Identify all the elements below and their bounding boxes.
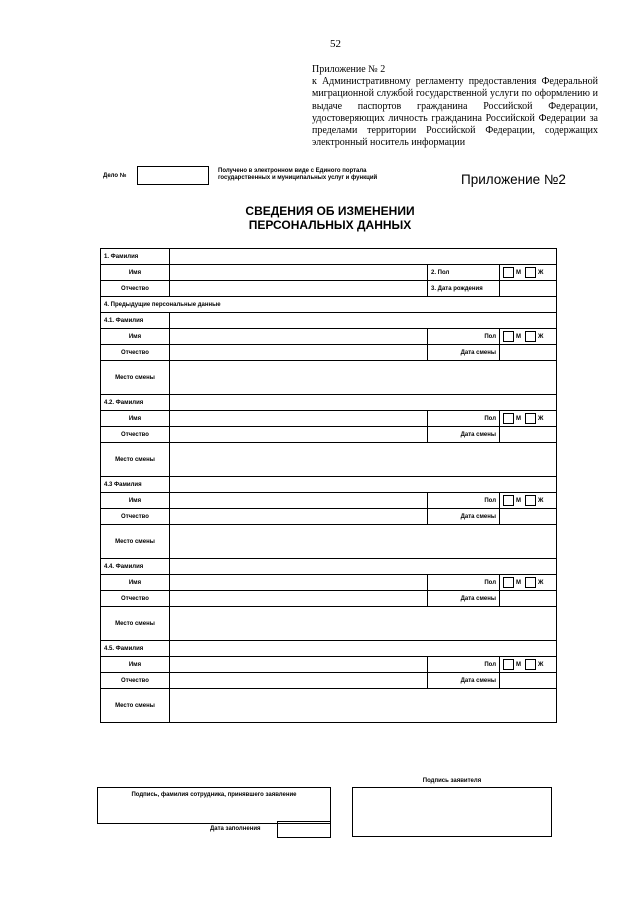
prev-patronymic-field[interactable] [170, 591, 428, 607]
prev-surname-field[interactable] [170, 395, 557, 411]
prev-block-2-row-patronymic [101, 427, 557, 443]
prev-name-label: Имя [101, 411, 170, 427]
prev-block-5-row-name [101, 657, 557, 673]
applicant-signature-box[interactable] [352, 787, 552, 837]
prev-block-2-row-surname [101, 395, 557, 411]
prev-block-1-row-surname [101, 313, 557, 329]
prev-patronymic-label: Отчество [101, 345, 170, 361]
prev-female-label: Ж [538, 415, 544, 422]
prev-sex-checkboxes [500, 657, 557, 673]
annex-header [312, 64, 598, 149]
prev-surname-label: 4.1. Фамилия [101, 313, 170, 329]
sex-label: 2. Пол [428, 265, 500, 281]
form-row-surname [101, 249, 557, 265]
prev-change-date-label: Дата смены [428, 345, 500, 361]
case-number-label: Дело № [103, 173, 127, 179]
female-label: Ж [538, 269, 544, 276]
prev-sex-checkboxes [500, 493, 557, 509]
prev-change-place-label: Место смены [101, 607, 170, 641]
prev-change-place-field[interactable] [170, 525, 557, 559]
prev-change-place-label: Место смены [101, 361, 170, 395]
prev-female-checkbox[interactable] [525, 577, 536, 588]
prev-block-3-row-place [101, 525, 557, 559]
form-row-patronymic [101, 281, 557, 297]
prev-block-1-row-place [101, 361, 557, 395]
prev-female-label: Ж [538, 497, 544, 504]
prev-block-1-row-patronymic [101, 345, 557, 361]
name-field[interactable] [170, 265, 428, 281]
prev-male-checkbox[interactable] [503, 495, 514, 506]
prev-male-label: М [516, 497, 521, 504]
prev-block-4-row-name [101, 575, 557, 591]
male-checkbox[interactable] [503, 267, 514, 278]
prev-male-label: М [516, 333, 521, 340]
form-title [200, 204, 460, 232]
prev-male-checkbox[interactable] [503, 577, 514, 588]
prev-sex-checkboxes [500, 411, 557, 427]
prev-female-checkbox[interactable] [525, 659, 536, 670]
form-row-name [101, 265, 557, 281]
prev-surname-field[interactable] [170, 559, 557, 575]
prev-change-place-label: Место смены [101, 525, 170, 559]
birthdate-label: 3. Дата рождения [428, 281, 500, 297]
prev-change-place-label: Место смены [101, 689, 170, 723]
prev-surname-label: 4.2. Фамилия [101, 395, 170, 411]
prev-change-date-field[interactable] [500, 591, 557, 607]
prev-female-label: Ж [538, 579, 544, 586]
form-row-previous-header [101, 297, 557, 313]
prev-block-5-row-place [101, 689, 557, 723]
prev-change-date-label: Дата смены [428, 427, 500, 443]
prev-name-label: Имя [101, 329, 170, 345]
prev-change-place-label: Место смены [101, 443, 170, 477]
prev-change-date-label: Дата смены [428, 673, 500, 689]
prev-change-date-field[interactable] [500, 345, 557, 361]
prev-block-3-row-surname [101, 477, 557, 493]
prev-name-label: Имя [101, 575, 170, 591]
prev-surname-label: 4.5. Фамилия [101, 641, 170, 657]
prev-name-field[interactable] [170, 657, 428, 673]
name-label: Имя [101, 265, 170, 281]
female-checkbox[interactable] [525, 267, 536, 278]
prev-change-place-field[interactable] [170, 607, 557, 641]
prev-surname-label: 4.4. Фамилия [101, 559, 170, 575]
prev-male-label: М [516, 661, 521, 668]
prev-sex-checkboxes [500, 575, 557, 591]
surname-field[interactable] [170, 249, 557, 265]
prev-female-checkbox[interactable] [525, 413, 536, 424]
prev-name-field[interactable] [170, 411, 428, 427]
prev-surname-field[interactable] [170, 313, 557, 329]
prev-female-checkbox[interactable] [525, 331, 536, 342]
prev-patronymic-label: Отчество [101, 591, 170, 607]
prev-block-2-row-name [101, 411, 557, 427]
prev-male-checkbox[interactable] [503, 659, 514, 670]
prev-sex-label: Пол [428, 657, 500, 673]
prev-block-3-row-name [101, 493, 557, 509]
prev-patronymic-label: Отчество [101, 509, 170, 525]
prev-patronymic-field[interactable] [170, 673, 428, 689]
prev-change-date-field[interactable] [500, 427, 557, 443]
prev-block-5-row-surname [101, 641, 557, 657]
prev-name-field[interactable] [170, 329, 428, 345]
prev-patronymic-field[interactable] [170, 345, 428, 361]
prev-male-label: М [516, 579, 521, 586]
prev-patronymic-label: Отчество [101, 673, 170, 689]
prev-female-label: Ж [538, 661, 544, 668]
prev-sex-label: Пол [428, 411, 500, 427]
prev-patronymic-field[interactable] [170, 427, 428, 443]
prev-block-4-row-place [101, 607, 557, 641]
annex-header-text: к Административному регламенту предоставления Федеральной миграционной службой государственной услуги по оформлению и выдаче паспортов гражданина Российской Федерации, удостоверяющих личность гражданина Российской Федерации за пределами территории Российской Федерации, содержащих электронный носитель информации [312, 76, 598, 149]
male-label: М [516, 269, 521, 276]
prev-name-field[interactable] [170, 493, 428, 509]
prev-change-place-field[interactable] [170, 361, 557, 395]
patronymic-field[interactable] [170, 281, 428, 297]
received-note: Получено в электронном виде с Единого портала государственных и муниципальных услуг и функций [218, 168, 378, 181]
prev-block-1-row-name [101, 329, 557, 345]
prev-sex-label: Пол [428, 575, 500, 591]
prev-surname-label: 4.3 Фамилия [101, 477, 170, 493]
prev-surname-field[interactable] [170, 641, 557, 657]
staff-signature-label: Подпись, фамилия сотрудника, принявшего заявление [131, 792, 297, 798]
applicant-signature-label: Подпись заявителя [422, 778, 482, 784]
prev-name-label: Имя [101, 493, 170, 509]
prev-patronymic-label: Отчество [101, 427, 170, 443]
prev-male-checkbox[interactable] [503, 413, 514, 424]
prev-male-label: М [516, 415, 521, 422]
patronymic-label: Отчество [101, 281, 170, 297]
prev-female-checkbox[interactable] [525, 495, 536, 506]
form-title-line1: СВЕДЕНИЯ ОБ ИЗМЕНЕНИИ [245, 204, 415, 218]
prev-female-label: Ж [538, 333, 544, 340]
personal-data-form [100, 248, 557, 723]
prev-change-date-label: Дата смены [428, 591, 500, 607]
prev-male-checkbox[interactable] [503, 331, 514, 342]
annex-header-title: Приложение № 2 [312, 64, 386, 75]
prev-name-label: Имя [101, 657, 170, 673]
form-title-line2: ПЕРСОНАЛЬНЫХ ДАННЫХ [248, 218, 412, 232]
prev-block-3-row-patronymic [101, 509, 557, 525]
prev-change-place-field[interactable] [170, 443, 557, 477]
prev-block-2-row-place [101, 443, 557, 477]
sex-checkboxes [500, 265, 557, 281]
prev-block-5-row-patronymic [101, 673, 557, 689]
prev-change-date-label: Дата смены [428, 509, 500, 525]
staff-signature-box[interactable] [97, 787, 331, 824]
prev-sex-label: Пол [428, 493, 500, 509]
prev-surname-field[interactable] [170, 477, 557, 493]
fill-date-field[interactable] [277, 821, 331, 838]
prev-change-date-field[interactable] [500, 673, 557, 689]
prev-patronymic-field[interactable] [170, 509, 428, 525]
previous-data-label: 4. Предыдущие персональные данные [101, 297, 557, 313]
surname-label: 1. Фамилия [101, 249, 170, 265]
prev-sex-label: Пол [428, 329, 500, 345]
page-number: 52 [330, 38, 341, 50]
prev-name-field[interactable] [170, 575, 428, 591]
prev-change-date-field[interactable] [500, 509, 557, 525]
prev-block-4-row-patronymic [101, 591, 557, 607]
birthdate-field[interactable] [500, 281, 557, 297]
prev-block-4-row-surname [101, 559, 557, 575]
fill-date-label: Дата заполнения [210, 826, 261, 832]
prev-sex-checkboxes [500, 329, 557, 345]
prev-change-place-field[interactable] [170, 689, 557, 723]
annex-label: Приложение №2 [461, 172, 566, 187]
case-number-field[interactable] [137, 166, 209, 185]
